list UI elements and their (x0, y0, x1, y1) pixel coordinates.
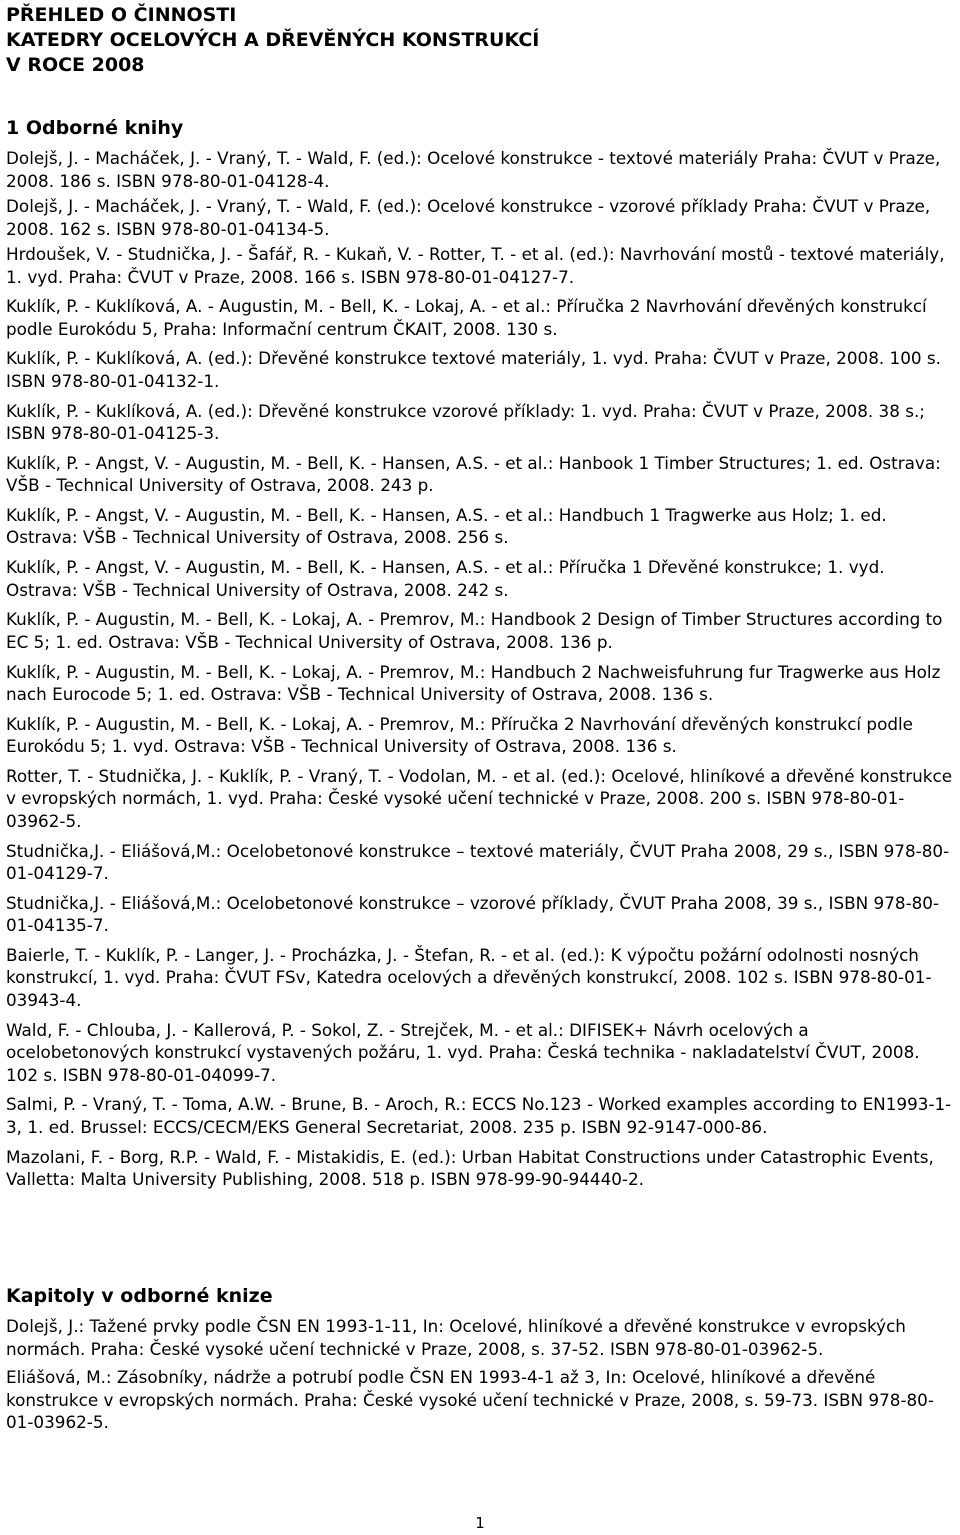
book-entry: Studnička,J. - Eliášová,M.: Ocelobetonové konstrukce – textové materiály, ČVUT Praha 2008, 29 s., ISBN 978-80-01-04129-7. (6, 840, 950, 884)
chapter-entry: Eliášová, M.: Zásobníky, nádrže a potrubí podle ČSN EN 1993-4-1 až 3, In: Ocelové, hliníkové a dřevěné konstrukce v evropských normách. Praha: České vysoké učení technické v Praze, 2008, s. 59-73. ISBN 978-80-01-03962-5. (6, 1367, 934, 1432)
chapter-entry: Dolejš, J.: Tažené prvky podle ČSN EN 1993-1-11, In: Ocelové, hliníkové a dřevěné konstrukce v evropských normách. Praha: České vysoké učení technické v Praze, 2008, s. 37-52. ISBN 978-80-01-03962-5. (6, 1316, 906, 1359)
chapters-list (6, 1315, 954, 1434)
book-entry: Kuklík, P. - Angst, V. - Augustin, M. - Bell, K. - Hansen, A.S. - et al.: Handbuch 1 Tragwerke aus Holz; 1. ed. Ostrava: VŠB - Technical University of Ostrava, 2008. 256 s. (6, 504, 887, 548)
book-entry: Kuklík, P. - Augustin, M. - Bell, K. - Lokaj, A. - Premrov, M.: Příručka 2 Navrhování dřevěných konstrukcí podle Eurokódu 5; 1. vyd. Ostrava: VŠB - Technical University of Ostrava, 2008. 136 s. (6, 713, 913, 757)
book-entry: Kuklík, P. - Angst, V. - Augustin, M. - Bell, K. - Hansen, A.S. - et al.: Hanbook 1 Timber Structures; 1. ed. Ostrava: VŠB - Technical University of Ostrava, 2008. 243 p. (6, 452, 941, 496)
book-entry: Rotter, T. - Studnička, J. - Kuklík, P. - Vraný, T. - Vodolan, M. - et al. (ed.): Ocelové, hliníkové a dřevěné konstrukce v evropských normách, 1. vyd. Praha: České vysoké učení technické v Praze, 2008. 200 s. ISBN 978-80-01-03962-5. (6, 765, 953, 831)
book-entry: Kuklík, P. - Kuklíková, A. (ed.): Dřevěné konstrukce vzorové příklady: 1. vyd. Praha: ČVUT v Praze, 2008. 38 s.; ISBN 978-80-01-04125-3. (6, 400, 925, 444)
document-title (6, 3, 539, 78)
book-entry: Studnička,J. - Eliášová,M.: Ocelobetonové konstrukce – vzorové příklady, ČVUT Praha 2008, 39 s., ISBN 978-80-01-04135-7. (6, 892, 940, 936)
section-heading-books: 1 Odborné knihy (6, 117, 184, 139)
book-entry: Kuklík, P. - Augustin, M. - Bell, K. - Lokaj, A. - Premrov, M.: Handbuch 2 Nachweisfuhrung fur Tragwerke aus Holz nach Eurocode 5; 1. ed. Ostrava: VŠB - Technical University of Ostrava, 2008. 136 s. (6, 661, 941, 704)
book-entry: Wald, F. - Chlouba, J. - Kallerová, P. - Sokol, Z. - Strejček, M. - et al.: DIFISEK+ Návrh ocelových a ocelobetonových konstrukcí vystavených požáru, 1. vyd. Praha: Česká technika - nakladatelství ČVUT, 2008. 102 s. ISBN 978-80-01-04099-7. (6, 1019, 920, 1085)
book-entry: Kuklík, P. - Angst, V. - Augustin, M. - Bell, K. - Hansen, A.S. - et al.: Příručka 1 Dřevěné konstrukce; 1. vyd. Ostrava: VŠB - Technical University of Ostrava, 2008. 242 s. (6, 557, 885, 600)
book-entry: Mazolani, F. - Borg, R.P. - Wald, F. - Mistakidis, E. (ed.): Urban Habitat Constructions under Catastrophic Events, Valletta: Malta University Publishing, 2008. 518 p. ISBN 978-99-90-94440-2. (6, 1146, 934, 1189)
book-entry: Dolejš, J. - Macháček, J. - Vraný, T. - Wald, F. (ed.): Ocelové konstrukce - textové materiály Praha: ČVUT v Praze, 2008. 186 s. ISBN 978-80-01-04128-4. (6, 148, 941, 191)
book-entry: Salmi, P. - Vraný, T. - Toma, A.W. - Brune, B. - Aroch, R.: ECCS No.123 - Worked examples according to EN1993-1-3, 1. ed. Brussel: ECCS/CECM/EKS General Secretariat, 2008. 235 p. ISBN 92-9147-000-86. (6, 1094, 952, 1137)
book-entry: Hrdoušek, V. - Studnička, J. - Šafář, R. - Kukaň, V. - Rotter, T. - et al. (ed.): Navrhování mostů - textové materiály, 1. vyd. Praha: ČVUT v Praze, 2008. 166 s. ISBN 978-80-01-04127-7. (6, 244, 945, 287)
book-entry: Kuklík, P. - Kuklíková, A. (ed.): Dřevěné konstrukce textové materiály, 1. vyd. Praha: ČVUT v Praze, 2008. 100 s. ISBN 978-80-01-04132-1. (6, 348, 941, 391)
book-entry: Kuklík, P. - Kuklíková, A. - Augustin, M. - Bell, K. - Lokaj, A. - et al.: Příručka 2 Navrhování dřevěných konstrukcí podle Eurokódu 5, Praha: Informační centrum ČKAIT, 2008. 130 s. (6, 296, 927, 339)
page-number: 1 (475, 1514, 485, 1532)
book-entry: Kuklík, P. - Augustin, M. - Bell, K. - Lokaj, A. - Premrov, M.: Handbook 2 Design of Timber Structures according to EC 5; 1. ed. Ostrava: VŠB - Technical University of Ostrava, 2008. 136 p. (6, 609, 943, 652)
books-list (6, 147, 954, 1191)
title-line: V ROCE 2008 (6, 54, 145, 76)
section-heading-chapters: Kapitoly v odborné knize (6, 1285, 273, 1307)
book-entry: Baierle, T. - Kuklík, P. - Langer, J. - Procházka, J. - Štefan, R. - et al. (ed.): K výpočtu požární odolnosti nosných konstrukcí, 1. vyd. Praha: ČVUT FSv, Katedra ocelových a dřevěných konstrukcí, 2008. 102 s. ISBN 978-80-01-03943-4. (6, 944, 932, 1010)
book-entry: Dolejš, J. - Macháček, J. - Vraný, T. - Wald, F. (ed.): Ocelové konstrukce - vzorové příklady Praha: ČVUT v Praze, 2008. 162 s. ISBN 978-80-01-04134-5. (6, 196, 931, 239)
title-line: PŘEHLED O ČINNOSTI (6, 4, 237, 26)
title-line: KATEDRY OCELOVÝCH A DŘEVĚNÝCH KONSTRUKCÍ (6, 29, 540, 51)
